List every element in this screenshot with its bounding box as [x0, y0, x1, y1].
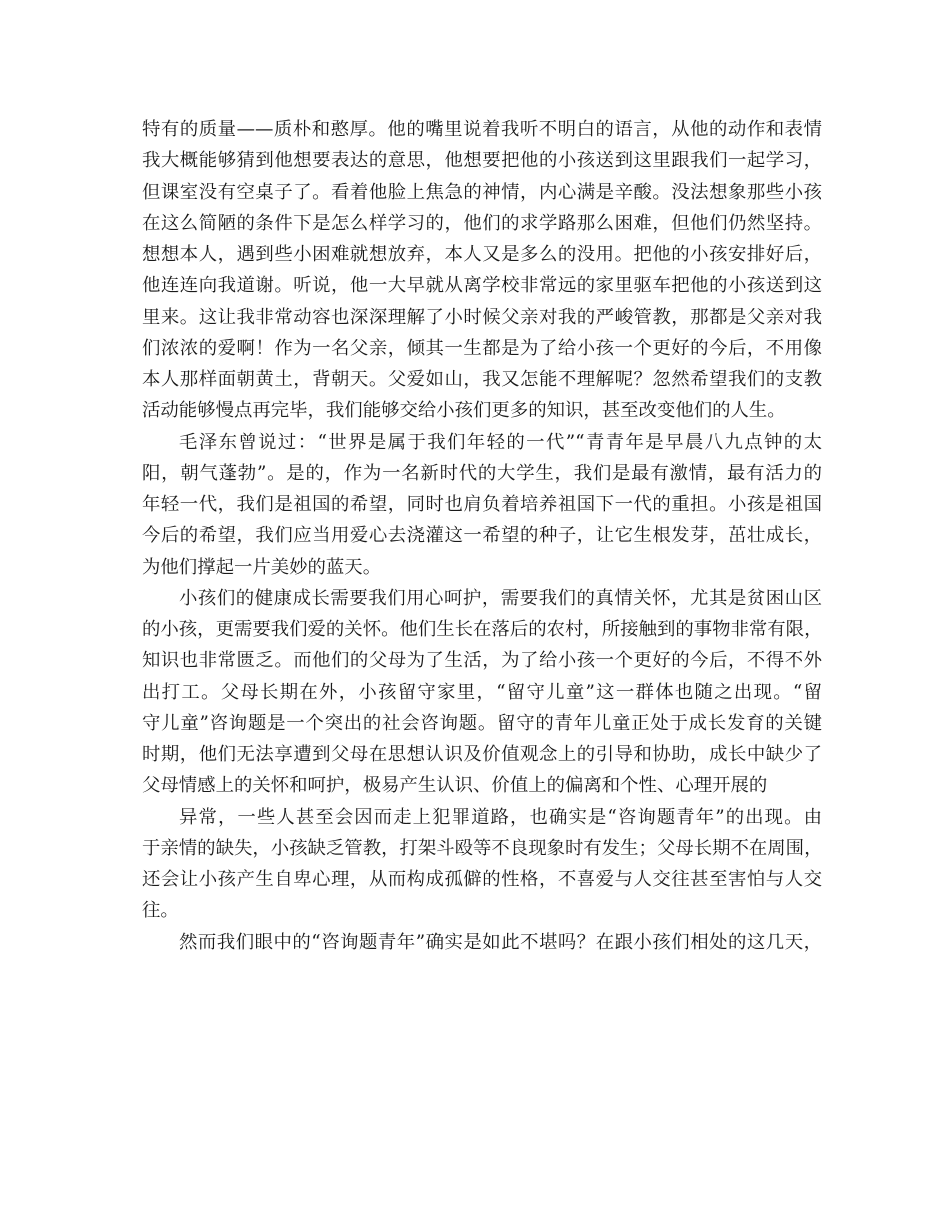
- text-line: 于亲情的缺失，小孩缺乏管教，打架斗殴等不良现象时有发生；父母长期不在周围，: [142, 837, 823, 859]
- text-line: 们浓浓的爱啊！作为一名父亲，倾其一生都是为了给小孩一个更好的今后，不用像: [142, 337, 822, 359]
- text-line: 但课室没有空桌子了。看着他脸上焦急的神情，内心满是辛酸。没法想象那些小孩: [142, 181, 822, 203]
- text-line: 出打工。父母长期在外，小孩留守家里，“留守儿童”这一群体也随之出现。“留: [142, 681, 822, 703]
- text-line: 的小孩，更需要我们爱的关怀。他们生长在落后的农村，所接触到的事物非常有限，: [142, 619, 823, 640]
- text-line: 里来。这让我非常动容也深深理解了小时候父亲对我的严峻管教，那都是父亲对我: [142, 306, 822, 328]
- text-line: 在这么简陋的条件下是怎么样学习的，他们的求学路那么困难，但他们仍然坚持。: [142, 212, 822, 234]
- text-line: 本人那样面朝黄土，背朝天。父爱如山，我又怎能不理解呢？忽然希望我们的支教: [142, 369, 822, 390]
- document-body: [142, 114, 822, 958]
- text-line: 往。: [142, 900, 179, 922]
- text-line: 我大概能够猜到他想要表达的意思，他想要把他的小孩送到这里跟我们一起学习，: [142, 150, 822, 172]
- text-line: 知识也非常匮乏。而他们的父母为了生活，为了给小孩一个更好的今后，不得不外: [142, 650, 822, 672]
- text-line: 异常，一些人甚至会因而走上犯罪道路，也确实是“咨询题青年”的出现。由: [179, 806, 822, 828]
- text-line: 为他们撑起一片美妙的蓝天。: [142, 556, 382, 578]
- text-line: 父母情感上的关怀和呵护，极易产生认识、价值上的偏离和个性、心理开展的: [142, 775, 768, 797]
- text-line: 年轻一代，我们是祖国的希望，同时也肩负着培养祖国下一代的重担。小孩是祖国: [142, 494, 822, 515]
- text-line: 想想本人，遇到些小困难就想放弃，本人又是多么的没用。把他的小孩安排好后，: [142, 244, 822, 265]
- text-line: 活动能够慢点再完毕，我们能够交给小孩们更多的知识，甚至改变他们的人生。: [142, 400, 786, 422]
- text-line: 还会让小孩产生自卑心理，从而构成孤僻的性格，不喜爱与人交往甚至害怕与人交: [142, 869, 822, 890]
- text-line: 小孩们的健康成长需要我们用心呵护，需要我们的真情关怀，尤其是贫困山区: [179, 587, 822, 609]
- text-line: 特有的质量——质朴和憨厚。他的嘴里说着我听不明白的语言，从他的动作和表情: [142, 119, 822, 140]
- text-line: 守儿童”咨询题是一个突出的社会咨询题。留守的青年儿童正处于成长发育的关键: [142, 712, 822, 734]
- text-line: 然而我们眼中的“咨询题青年”确实是如此不堪吗？在跟小孩们相处的这几天，: [179, 931, 822, 953]
- text-line: 他连连向我道谢。听说，他一大早就从离学校非常远的家里驱车把他的小孩送到这: [142, 275, 822, 297]
- text-line: 毛泽东曾说过：“世界是属于我们年轻的一代”“青青年是早晨八九点钟的太: [179, 431, 822, 453]
- text-line: 时期，他们无法享遭到父母在思想认识及价值观念上的引导和协助，成长中缺少了: [142, 744, 822, 765]
- text-line: 阳，朝气蓬勃”。是的，作为一名新时代的大学生，我们是最有激情，最有活力的: [142, 462, 822, 484]
- text-line: 今后的希望，我们应当用爱心去浇灌这一希望的种子，让它生根发芽，茁壮成长，: [142, 525, 822, 547]
